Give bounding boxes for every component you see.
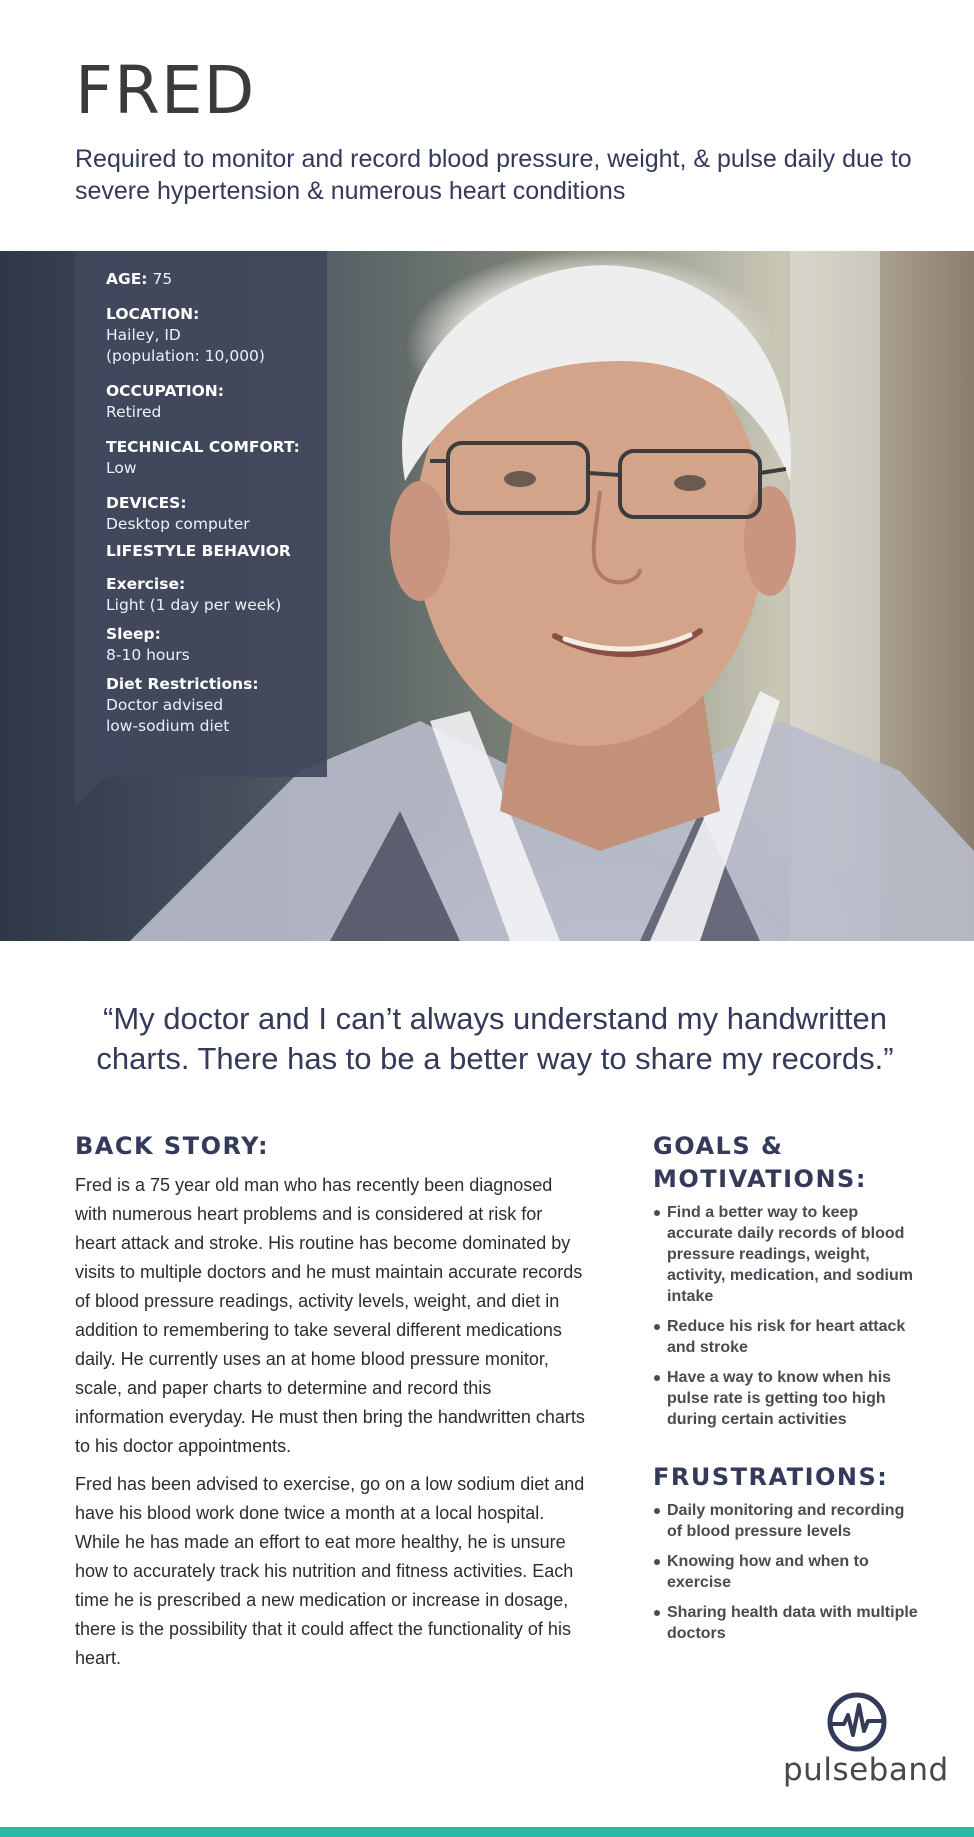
exercise-row — [106, 574, 321, 616]
tech-comfort-label: TECHNICAL COMFORT: — [106, 438, 300, 456]
location-value: Hailey, ID — [106, 326, 181, 344]
persona-info-panel — [75, 251, 327, 777]
location-label: LOCATION: — [106, 305, 200, 323]
tech-comfort-row — [106, 437, 321, 479]
frustration-item: Knowing how and when to exercise — [653, 1551, 921, 1593]
backstory-title: BACK STORY: — [75, 1132, 270, 1160]
age-label: AGE: — [106, 270, 148, 288]
tech-comfort-value: Low — [106, 459, 137, 477]
frustration-item: Sharing health data with multiple doctors — [653, 1602, 921, 1644]
goal-item: Reduce his risk for heart attack and stroke — [653, 1316, 921, 1358]
occupation-label: OCCUPATION: — [106, 382, 224, 400]
goal-item: Find a better way to keep accurate daily records of blood pressure readings, weight, activity, medication, and sodium intake — [653, 1202, 921, 1307]
diet-label: Diet Restrictions: — [106, 675, 259, 693]
devices-value: Desktop computer — [106, 515, 250, 533]
exercise-value: Light (1 day per week) — [106, 596, 282, 614]
exercise-label: Exercise: — [106, 575, 186, 593]
backstory-paragraph: Fred is a 75 year old man who has recently been diagnosed with numerous heart problems and is considered at risk for heart attack and stroke. His routine has become dominated by visits to multiple doctors and he must maintain accurate records of blood pressure readings, activity levels, weight, and diet in addition to remembering to take several different medications daily. He currently uses an at home blood pressure monitor, scale, and paper charts to determine and record this information everyday. He must then bring the handwritten charts to his doctor appointments. — [75, 1175, 585, 1456]
frustrations-title: FRUSTRATIONS: — [653, 1463, 889, 1491]
goals-title: GOALS & MOTIVATIONS: — [653, 1132, 867, 1193]
occupation-value: Retired — [106, 403, 162, 421]
lifestyle-heading: LIFESTYLE BEHAVIOR — [106, 542, 291, 560]
sleep-label: Sleep: — [106, 625, 161, 643]
devices-row — [106, 493, 321, 535]
sleep-row — [106, 624, 321, 666]
age-value: 75 — [152, 270, 173, 288]
lifestyle-heading-row — [106, 541, 321, 562]
brand-logo-text: pulseband — [783, 1752, 949, 1788]
backstory-body — [75, 1171, 585, 1682]
goal-item: Have a way to know when his pulse rate is getting too high during certain activities — [653, 1367, 921, 1430]
age-row — [106, 269, 321, 290]
frustrations-list — [653, 1500, 921, 1653]
backstory-paragraph: Fred has been advised to exercise, go on a low sodium diet and have his blood work done twice a month at a local hospital. While he has made an effort to eat more healthy, he is unsure how to accurately track his nutrition and fitness activities. Each time he is prescribed a new medication or increase in dosage, there is the possibility that it could affect the functionality of his heart. — [75, 1474, 585, 1668]
devices-label: DEVICES: — [106, 494, 187, 512]
location-population: (population: 10,000) — [106, 347, 265, 365]
persona-photo — [0, 251, 974, 941]
diet-row — [106, 674, 321, 737]
persona-name: FRED — [75, 52, 256, 129]
pulse-heartbeat-icon — [826, 1691, 888, 1753]
occupation-row — [106, 381, 321, 423]
diet-value-line1: Doctor advised — [106, 696, 224, 714]
footer-accent-bar — [0, 1827, 974, 1837]
frustration-item: Daily monitoring and recording of blood pressure levels — [653, 1500, 921, 1542]
persona-subtitle: Required to monitor and record blood pressure, weight, & pulse daily due to severe hypertension & numerous heart conditions — [75, 145, 912, 205]
location-row — [106, 304, 321, 367]
diet-value-line2: low-sodium diet — [106, 717, 230, 735]
goals-list — [653, 1202, 921, 1439]
sleep-value: 8-10 hours — [106, 646, 190, 664]
persona-quote: “My doctor and I can’t always understand my handwritten charts. There has to be a better way to share my records.” — [96, 1001, 894, 1076]
